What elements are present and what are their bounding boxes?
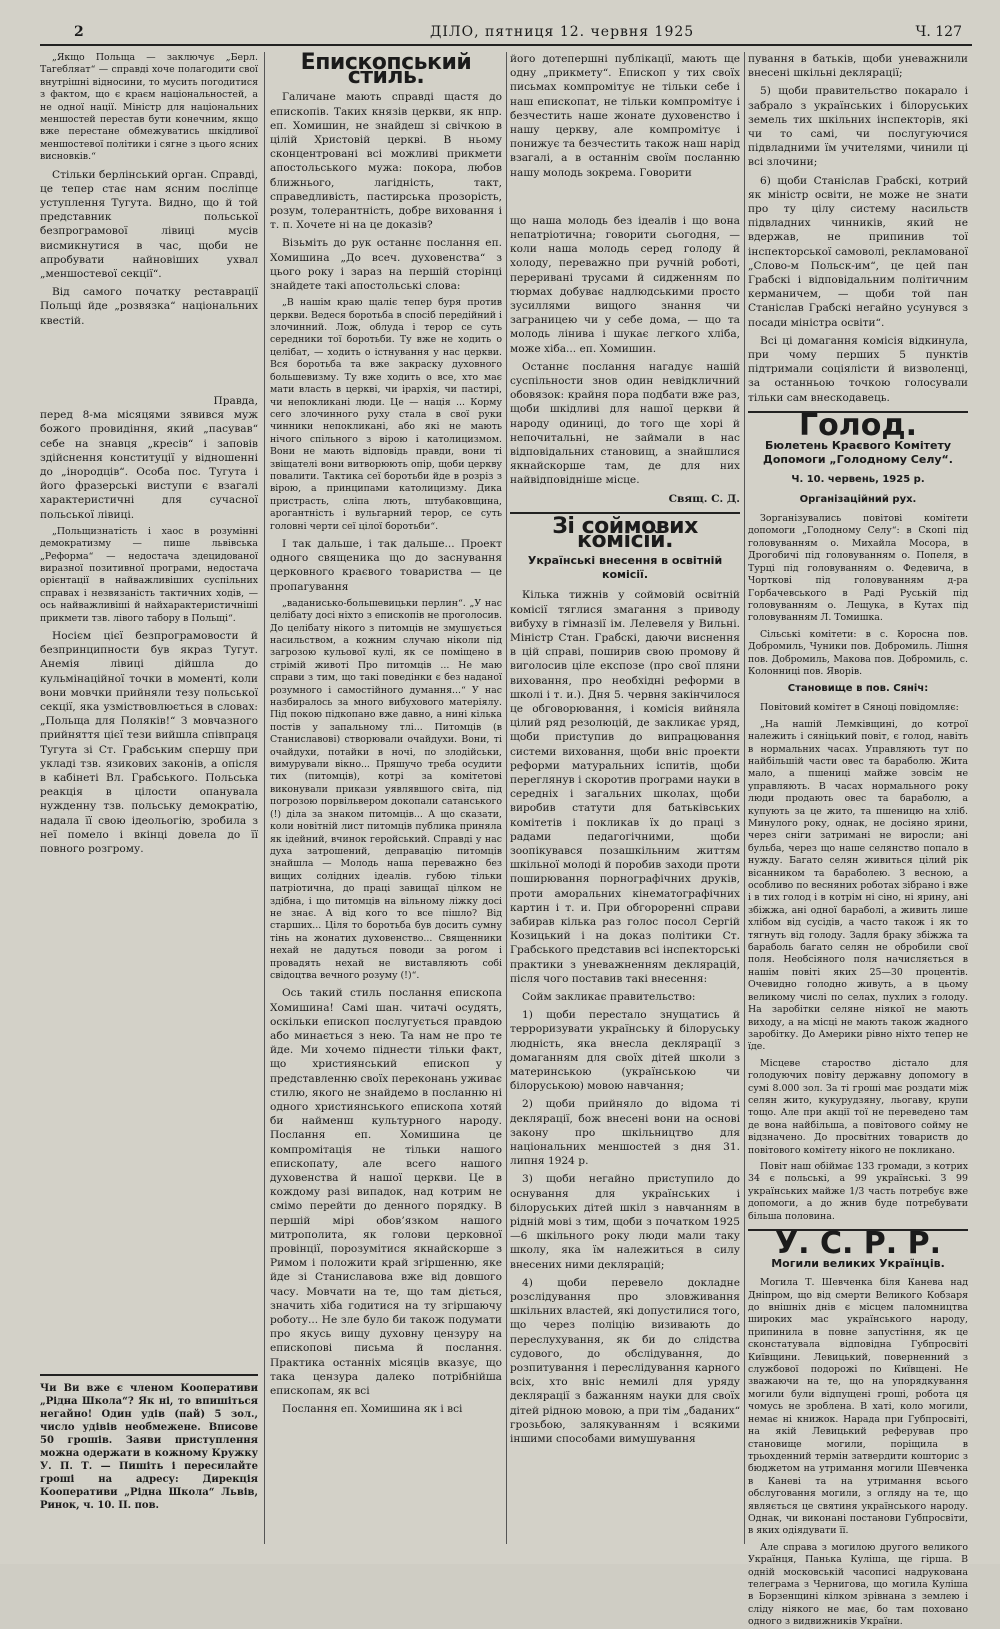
paragraph: Але справа з могилою другого великого Українця, Панька Куліша, ще гірша. В одній московській часописі надрукована телеграма з Чернигова, що могила Куліша в Борзенщині кілком зрівнана з землею і сліду ніякого не має, бо там поховано одного з видвижників України. (748, 1541, 968, 1628)
paragraph: Візьміть до рук останнє послання еп. Хомишина „До всеч. духовенства“ з цього року і зараз на першій сторінці знайдете такі апостольські слова: (270, 237, 502, 293)
paragraph: перед 8-ма місяцями зявився муж божого провидіння, який „пасував“ себе на знавця „кресів“ і заповів здійснення конституції у відношенні до „інородців“. Особа пос. Тугута і його фразерські виступи є взагалі характеристичні для сучасної польської лівиці. (40, 409, 258, 521)
masthead (40, 22, 972, 46)
paragraph: пування в батьків, щоби уневажнили внесені шкільні деклярації; (748, 53, 968, 80)
notice-text: Чи Ви вже є членом Кооперативи „Рідна Школа“? Як ні, то впишіться негайно! Один удів (пай) 5 зол., число удівів необмежене. Вписове 50 грошів. Заяви приступлення можна одержати в кожному Кружку У. П. Т. — Пишіть і пересилайте гроші на адресу: Дирекція Кооперативи „Рідна Школа“ Львів, Ринок, ч. 10. II. пов. (40, 1383, 258, 1511)
famine-subheading: Бюлетень Краєвого Комітету Допомоги „Голодному Селу“. (763, 439, 953, 467)
paragraph: Сойм закликає правительство: (522, 990, 696, 1003)
article-subheading: Українські внесення в освітній комісії. (527, 554, 723, 582)
blank-space (510, 184, 740, 214)
paragraph: Від самого початку реставрації Польщі йде „розвязка“ національних квестій. (40, 286, 258, 327)
column-divider (744, 52, 745, 1544)
paragraph: Всі ці домагання комісія відкинула, при чому перших 5 пунктів підтримали соціялісти й визволенці, за останньою точкою голосували тільки сам внескодавець. (748, 334, 968, 404)
article-heading: Зі соймових комісій. (552, 513, 698, 554)
paragraph: Могила Т. Шевченка біля Канева над Дніпром, що від смерти Великого Кобзаря до внішніх днів є місцем паломництва широких мас українського народу, припинила в повне запустіння, як це сконстатувала відповідна Губпросвіті Київщини. Левицький, поверненний з службової подорожі по Київщені. Не зважаючи на те, що на упорядкування могили були відпущені гроші, робота ця чомусь не зроблена. В хаті, коло могили, немає ні книжок. Нарада при Губпросвіті, на якій Левицький реферував про становище могили, поріщила в трьохденний термін затвердити кошторис з бюджетом на утримання могили Шевченка в Каневі та на утримання всього обслуговання могили, з огляду на те, що являється це святиня українського народу. Однак, чи виконані постанови Губпросвіти, в яких одіядувати її. (748, 1277, 968, 1537)
quote-berliner: „Якщо Польща — заключує „Берл. Тагебляат“ — справді хоче полагодити свої внутрішні відносини, то мусить погодитися з фактом, що є краєм національностей, а не одної нації. Міністр для національних меншостей перестав бути конечним, якщо вже перестане обмежуватись шкідливої меншостевої політики і сягне з цього ясних висновків.“ (40, 52, 258, 163)
paragraph: Стільки берлінський орган. Справді, це тепер стає нам ясним посліпце уступлення Тугута. Видно, що й той представник польської безпрограмової лівиці мусів висмикнутися в час, щоби не апробувати найновіших ухвал „меншостевої секції“. (40, 168, 258, 281)
paragraph: Носієм цієї безпрограмовости й безпринципности був якраз Тугут. Анемія лівиці дійшла до кульмінаційної точки в моменті, коли вони мовчки прийняли тезу польської секції, яка узміствовлюється в словах: „Польща для Поляків!“ З мовчазного прийняття цієї тези вийшла співпраця Тугута зі Ст. Грабським спершу при укладі тзв. язикових законів, а опісля в кабінеті Вл. Грабського. Польська реакція в цілости опанувала нужденну тзв. польську демократію, надала її свою ідеольогію, зробила з неї помело і вкінці довела до її повного розгрому. (40, 629, 258, 856)
paragraph: 4) щоби перевело докладне розслідування про зловживання шкільних властей, які допустилися того, що через поліцію визивають до переслухування, як би до слідства судового, до обслідування, до розпитування і переслідування карного всіх, хто вніс немилі для уряду деклярації з бажанням науки для своїх дітей рідною мовою, а при тім „баданих“ грозьбою, залякуванням і всякими іншими способами вимушування (510, 1276, 740, 1446)
ussr-subheading: Могили великих Українців. (771, 1257, 945, 1271)
paragraph: Послання еп. Хомишина як і всі (282, 1403, 463, 1416)
masthead-rule (40, 44, 972, 46)
quote-reforma: „Польщизнатість і хаос в розумінні демократизму — пише львівська „Реформа“ — недостача здецидованої виразної позитивної програми, недостача орієнтації в найважливіших суспільних справах і незвязаність тактичних ходів, — ось найважливіші й найхарактеристичніші прикмети тзв. лівого табору в Польщі“. (40, 525, 258, 624)
column-4 (748, 52, 968, 1628)
paragraph: 5) щоби правительство покарало і забрало з українських і білоруських земель тих шкільних інспекторів, які чи то самі, чи послугуючися підвладними їм учителями, чинили ці всі злочини; (748, 85, 968, 169)
paragraph: Кілька тижнів у соймовій освітній комісії тяглися змагання з приводу вибуху в гімназії ім. Лелевеля у Вильні. Міністр Стан. Грабскі, даючи виснення в цій справі, поширив свою промову й виголосив ціле експозе (про свої пляни виховання, про необхідні реформи в школі і т. и.). Дня 5. червня закінчилося це обговорювання, і комісія вийняла цілий ряд резолюцій, де закликає уряд, щоби приступив до випрацювання системи виховання, щоби вніс проекти реформи матуральних іспитів, щоби переглянув і скоротив програми науки в середніх і загальних школах, щоби виробив статути для батьківських комітетів і покликав їх до праці з радами педагогічними, щоби зоопікувався позашкільним життям шкільної молоді й поробив заходи проти поширювання порнографічних друків, проти аморальних кінематографічних картин і т. и. При обгороренні справи забирав кілька раз голос посол Сергій Козицький і на доказ політики Ст. Грабського представив всі інспекторські практики з уневажненням деклярацій, після чого поставив такі внесення: (510, 589, 740, 985)
quoted-epistle: „ваданисько-большевицьки перлин“. „У нас целібату досі ніхто з епископів не проголосив. До целібату нікого з питомців не змушується насильством, а кожним случаю ніколи під загрозою кульової кулі, як се поміщено в стрімій животі Про питомців ... Не маю справи з тим, що такі поведінки є без наданої розумного і самостійного думання...“ У нас назбиралось за много вибухового матеріялу. Під покою підкопано вже давно, а нині кілька постів у запальному тлі... Питомців (в Станиславові) створювали очайдухи. Вони, ті очайдухи, потайки в ночі, по злодійськи, вимурували вікно... Пряшучо треба осудити тих (питомців), котрі за комітетові виконували прикази уявлявшого світа, під погрозою порвільвером докопали сатанського (!) діла за знаком питомців... А що сказати, коли новітній лист питомців публика приняла як ідейний, вчинок геройський. Справді у нас духа затрошений, деправацію питомців знайшла — Молодь наша переважно без вищих солідних ідеалів. губою тільки патріотична, до праці завищаї цілком не здібна, і що питомців на вільному ліжку досі не знає. А від кого то все пішло? Від старших... Ціля то боротьба був досить сумну тінь на жонатих духовенство... Священники нехай не дадуться поводи за рогом і провадять нехай не виставляють собі свідоцтва вечного розуму (!)“. (270, 597, 502, 981)
ussr-heading: У. С. Р. Р. (774, 1226, 942, 1262)
page-number: 2 (74, 24, 84, 40)
famine-heading: Голод. (799, 407, 917, 443)
paragraph: Повітовий комітет в Сяноці повідомляє: (760, 702, 959, 714)
paragraph: Останнє послання нагадує нашій суспільности знов один невідкличний обовязок: крайня пора подбати вже раз, щоби шкідливі для нашої церкви й народу одиниці, до того ще хорі й непочитальні, не займали в нас відповідальних становищ, а знайшлися якнайскорше там, де для них найвідповідніше місце. (510, 360, 740, 487)
cooperative-notice (40, 1368, 258, 1512)
column-2 (270, 52, 502, 1544)
paragraph: Зорганізувались повітові комітети допомоги „Голодному Селу“: в Скопі під головуванням о. Михайла Мосора, в Дрогобичі під головуванням о. Попеля, в Турці під головуванням о. Федевича, в Чорткові під головуванням д-ра Горбачевського в Раді Руській під головуванням о. Лещука, в Кутах під головуванням Л. Томишка. (748, 513, 968, 624)
paragraph: 2) щоби прийняло до відома ті деклярації, бож внесені вони на основі закону про шкільництво для національних меншостей з дня 31. липня 1924 р. (510, 1098, 740, 1168)
famine-date: Ч. 10. червень, 1925 р. (791, 474, 925, 486)
paragraph-lead: Правда, (213, 394, 258, 407)
column-divider (264, 52, 265, 1544)
quoted-epistle: „В нашім краю щаліє тепер буря против церкви. Ведеся боротьба в спосіб передійний і злочинний. Лож, облуда і терор се суть середники тої боротьби. Ту вже не ходить о целібат, — ходить о істнування у нас церкви. Вся боротьба та вже закраску духовного большевизму. Ту вже ходить о все, хто має мати власть в церкві, чи ірархія, чи пастирі, чи непокликані люди. Це — нація ... Корму сего злочинного руху стала в свої руки чинники непокликані, або які не мають нічого спільного з вірою і католицизмом. Вони не мають відповідь правди, вони ті звіщателі вони витворюють опір, щоби церкву повалити. Тактика сеї боротьби йде в розріз з вірою, а принципами католицизму. Дика пристрасть, сліпа лють, штубаковщина, арогантність і вульгарний терор, се суть головні черти сеї цілої боротьби“. (270, 297, 502, 532)
divider (40, 1374, 258, 1376)
paragraph: 6) щоби Станіслав Грабскі, котрий як міністр освіти, не може не знати про ту цілу систему насильств підвладних чинників, який не вдержав, не припинив тої інспекторської самоволі, рекламованої „Слово-м Польск-им“, це цей пан Грабскі і відповідальним політичним керманичем, — щоби той пан Станіслав Грабскі негайно усунувся з посади міністра освіти“. (748, 174, 968, 329)
paragraph: Повіт наш обіймає 133 громади, з котрих 34 є польські, а 99 українські. З 99 українських майже 1/3 часть потребує вже допомоги, а до жнив буде потребувати більша половина. (748, 1160, 968, 1222)
signature: Свящ. С. Д. (668, 492, 740, 505)
paragraph: „На нашій Лемківщині, до котрої належить і сяніцький повіт, є голод, навіть в нормальних часах. Управляють тут по найбільшій части овес та бараболю. Жита мало, а пшениці майже зовсім не управляють. В часах нормального року люди продають овес та бараболю, а купують за це жито, та пшеницю на хліб. Минулого року, однак, не досіяно ярини, через сніги затримані не виросли; ані бульба, через що наше селянство попало в нужду. Багато селян живиться цілий рік вісанником та бараболею. З весною, а особливо по весняних роботах зібрано і вже і в тих голод і в котрім ні сіно, ні ярину, ані збіжжа, ані одної бараболі, а живить лише хлібом від сусідів, а часто також і як то тягнуть від голоду. Задля браку збіжжа та бараболь багато селян не обробили свої поля. Необсіяного поля начисляється в нашім повіті яких 25—30 процентів. Очевидно голодно живуть, а в цьому великому числі по селах, пухлих з голоду. На заробітки селяне ніякої не мають виходу, а на місці не мають також жадного заробітку. До Америки рівно ніхто тепер не їде. (748, 718, 968, 1053)
paragraph: Ось такий стиль послання епископа Хомишина! Самі шан. читачі осудять, оскільки епископ послугується правдою або минається з нею. Та нам не про те йде. Ми хочемо піднести тільки факт, що християнський епископ у представленню своїх переконань уживає стилю, якого не знайдемо в посланню ні одного християнського епископа хотяй би найменш культурного народу. Послання еп. Хомишина це компромітація не тільки нашого епископату, але всего нашого духовенства й нашої церкви. Це в кождому разі випадок, над котрим не смімо перейти до денного порядку. В першій мірі обов’язком нашого митрополита, як голови церковної провінції, порозумітися якнайскорше з Римом і положити край згіршенню, яке йде зі Станиславова вже від довшого часу. Мовчати на те, що там діється, значить хіба годитися на ту згіршаючу роботу... Не зле було би також подумати про якусь вищу духовну цензуру на епископові письма й послання. Практика останніх місяців вказує, що така цензура далеко потрібнійша епископам, як всі (270, 987, 502, 1398)
column-3 (510, 52, 740, 1544)
paragraph: 1) щоби перестало знущатись й терроризувати українську й білоруську людність, яка внесла деклярації з домаганням для своїх дітей школи з материнською (українською чи білоруською) мовою навчання; (510, 1009, 740, 1093)
paragraph: І так дальше, і так дальше... Проект одного священика що до заснування церковного краєвого товариства — це пропагування (270, 537, 502, 593)
article-heading: Епископський стиль. (300, 50, 472, 90)
issue-number: Ч. 127 (915, 24, 962, 40)
paragraph: 3) щоби негайно приступило до оснування для українських і білоруських дітей шкіл з навчанням в рідній мові з тим, щоби з початком 1925—6 шкільного року люди мали таку школу, яка їм належиться в силу внесених ними деклярацій; (510, 1173, 740, 1271)
blank-space (40, 332, 258, 394)
masthead-title-date: ДІЛО, пятниця 12. червня 1925 (430, 24, 695, 40)
paragraph: Сільські комітети: в с. Короcна пов. Добромиль, Чуники пов. Добромиль. Лішня пов. Добромиль, Макова пов. Добромиль, с. Колонниці пов. Яворів. (748, 628, 968, 677)
paragraph: що наша молодь без ідеалів і що вона непатріотична; говорити сьогодня, — коли наша молодь серед голоду й холоду, переважно при ручній роботі, переривані трусами й сидженням по тюрмах добуває надлюдськими просто зусиллями вищого знання чи заграницею чи у себе дома, — що та молодь лінива і шукає легкого хліба, може хіба... еп. Хомишин. (510, 214, 740, 355)
column-divider (506, 52, 507, 1544)
famine-section: Становище в пов. Сяніч: (787, 683, 929, 695)
paragraph: його дотепершні публікації, мають ще одну „прикмету“. Епископ у тих своїх письмах компромітує не тільки себе і наш епископат, не тільки компромітує і безчестить наше жонате духовенство і нашу церкву, але компромітує і понижує та безчестить також наш нарід взагалі, а в останнім своїм посланню нашу молодь зокрема. Говорити (510, 53, 740, 179)
column-1 (40, 52, 258, 856)
paragraph: Місцеве староство дістало для голодуючих повіту державну допомогу в сумі 8.000 зол. За ті гроші має роздати між селян жито, кукурудзяну, льогаву, крупи тощо. Але при акції тої не переведено там де вона найбільша, а повітового сойму не відзначено. До просвітних товариств до повітового комітету нікого не покликано. (748, 1057, 968, 1156)
paragraph: Галичане мають справді щастя до епископів. Таких князів церкви, як нпр. еп. Хомишин, не знайдеш зі свічкою в цілій Христовій церкві. В ньому сконцентровані всі можливі прикмети апостольського мужа: покора, любов ближнього, лагідність, такт, справедливість, пастирська прозорість, розум, толерантність, добре виховання і т. п. Хочете ні на це доказів? (270, 91, 502, 232)
famine-section: Організаційний рух. (799, 494, 917, 506)
